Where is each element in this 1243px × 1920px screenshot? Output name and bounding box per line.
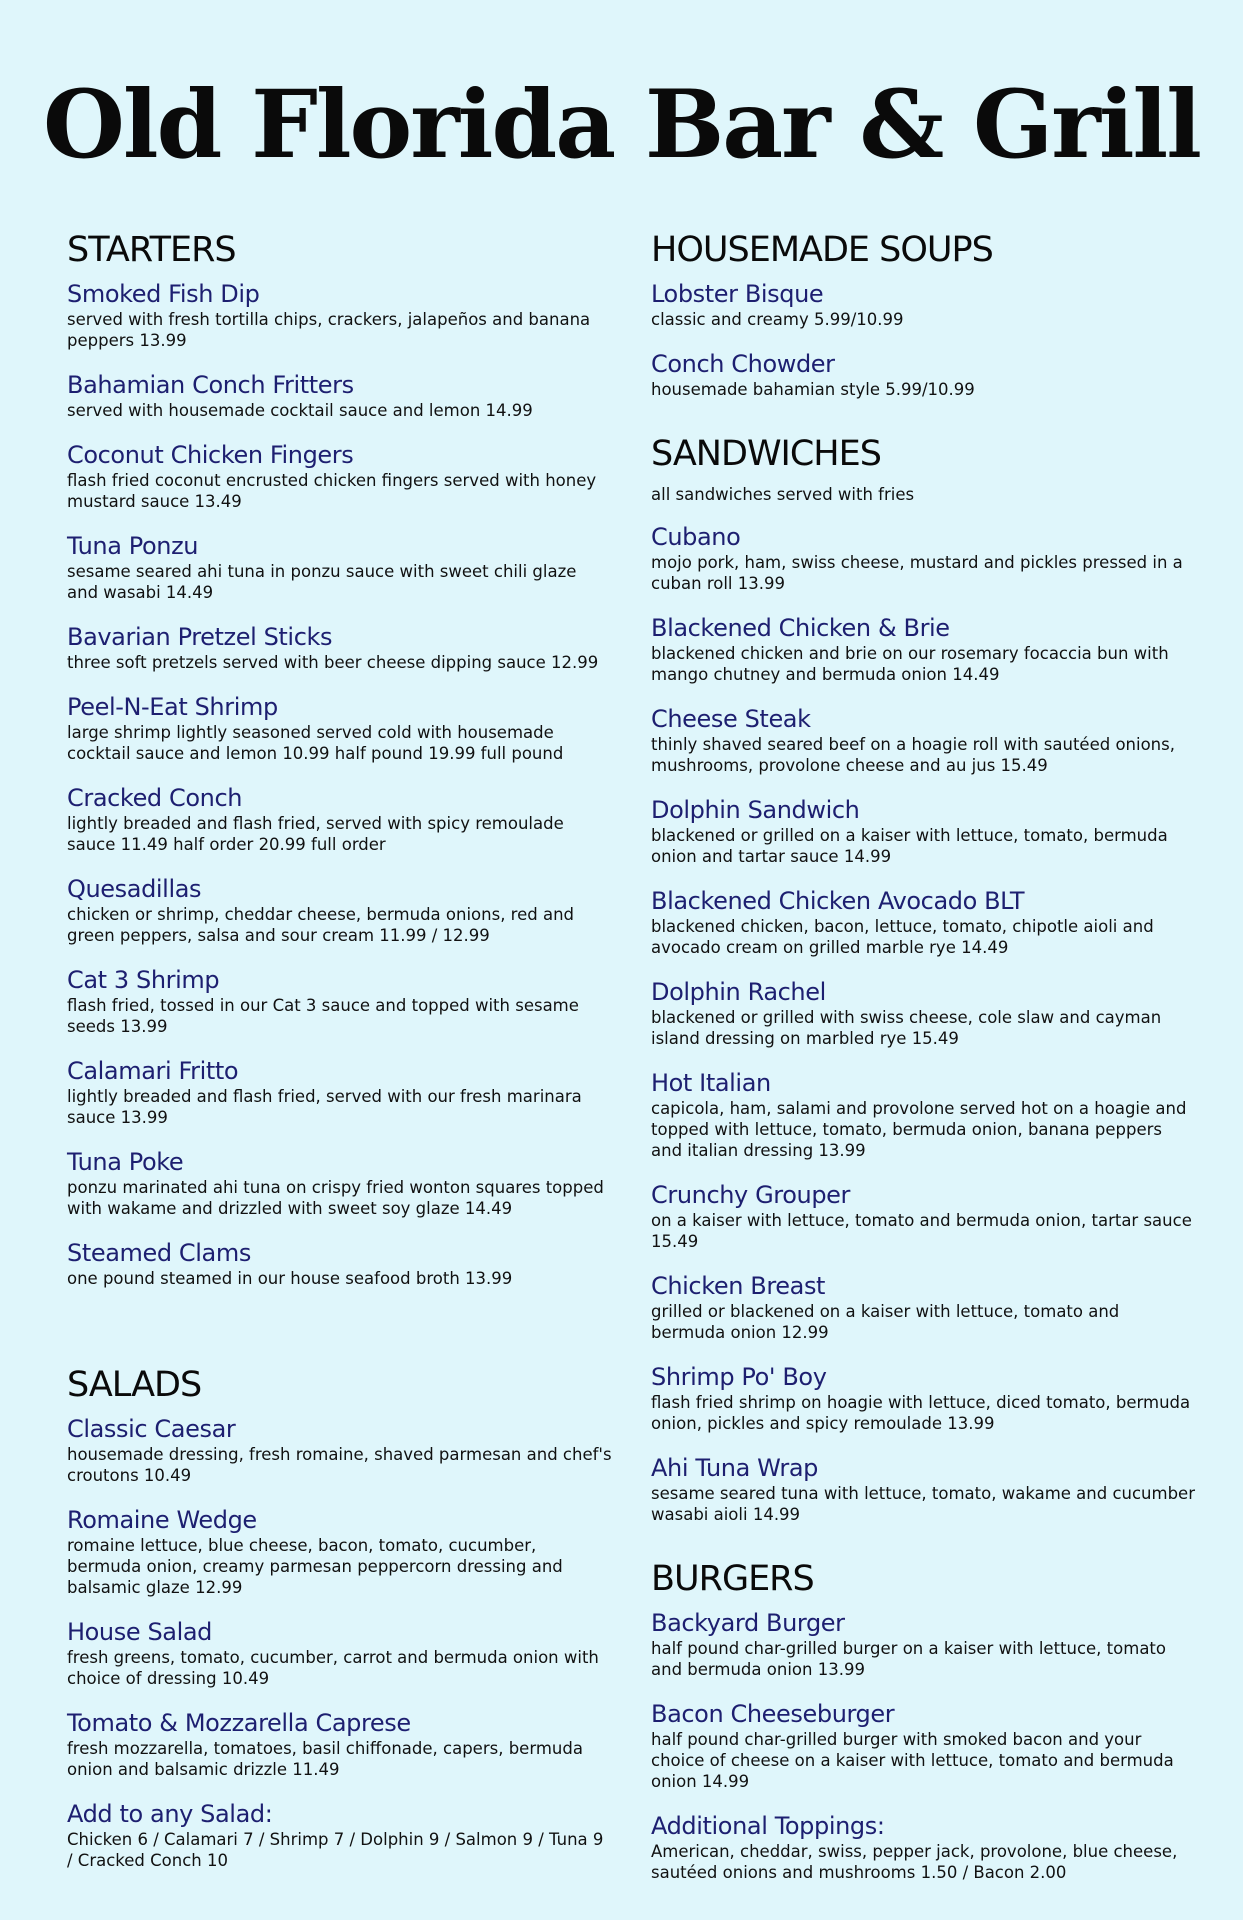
menu-item-name: Lobster Bisque xyxy=(651,280,824,308)
menu-item xyxy=(67,1800,612,1871)
menu-item-name: Tuna Ponzu xyxy=(67,532,199,560)
menu-item-description: classic and creamy 5.99/10.99 xyxy=(651,310,904,329)
menu-item xyxy=(67,371,612,421)
menu-item-name: Peel-N-Eat Shrimp xyxy=(67,693,278,721)
menu-item-description: sesame seared ahi tuna in ponzu sauce with sweet chili glaze and wasabi 14.49 xyxy=(67,562,577,602)
menu-item-description: romaine lettuce, blue cheese, bacon, tomato, cucumber, bermuda onion, creamy parmesan peppercorn dressing and balsamic glaze 12.99 xyxy=(67,1536,563,1597)
menu-item-description: half pound char-grilled burger with smoked bacon and your choice of cheese on a kaiser with lettuce, tomato and bermuda onion 14.99 xyxy=(651,1730,1174,1791)
menu-item xyxy=(651,1454,1196,1525)
menu-item xyxy=(651,1363,1196,1434)
section-title-soups: HOUSEMADE SOUPS xyxy=(651,230,993,270)
menu-item-description: served with housemade cocktail sauce and lemon 14.99 xyxy=(67,401,533,420)
menu-item xyxy=(67,875,612,946)
restaurant-title: Old Florida Bar & Grill xyxy=(43,70,1200,180)
menu-item xyxy=(67,1239,612,1289)
section-title-burgers: BURGERS xyxy=(651,1559,814,1599)
menu-item-description: one pound steamed in our house seafood broth 13.99 xyxy=(67,1269,513,1288)
sandwiches-note: all sandwiches served with fries xyxy=(651,485,915,504)
menu-item xyxy=(651,614,1196,685)
menu-item-name: Cracked Conch xyxy=(67,784,243,812)
menu-item-description: American, cheddar, swiss, pepper jack, provolone, blue cheese, sautéed onions and mushrooms 1.50 / Bacon 2.00 xyxy=(651,1842,1178,1882)
menu-item-description: Chicken 6 / Calamari 7 / Shrimp 7 / Dolphin 9 / Salmon 9 / Tuna 9 / Cracked Conch 10 xyxy=(67,1830,604,1870)
sandwiches-section xyxy=(651,434,1196,1525)
menu-item-name: Backyard Burger xyxy=(651,1609,845,1637)
menu-item xyxy=(651,1700,1196,1792)
menu-item xyxy=(67,1148,612,1219)
menu-item xyxy=(67,966,612,1037)
menu-item-description: flash fried, tossed in our Cat 3 sauce and topped with sesame seeds 13.99 xyxy=(67,996,579,1036)
menu-item xyxy=(651,1812,1196,1883)
menu-item-description: blackened chicken and brie on our rosemary focaccia bun with mango chutney and bermuda onion 14.49 xyxy=(651,644,1169,684)
menu-item xyxy=(651,978,1196,1049)
menu-item-name: Tuna Poke xyxy=(67,1148,184,1176)
menu-item-name: Blackened Chicken Avocado BLT xyxy=(651,887,1025,915)
menu-item-description: fresh mozzarella, tomatoes, basil chiffonade, capers, bermuda onion and balsamic drizzle 11.49 xyxy=(67,1739,583,1779)
menu-item-name: Additional Toppings: xyxy=(651,1812,885,1840)
menu-item-name: Crunchy Grouper xyxy=(651,1181,850,1209)
menu-item xyxy=(67,623,612,673)
menu-item-name: Bacon Cheeseburger xyxy=(651,1700,895,1728)
menu-item-name: Dolphin Rachel xyxy=(651,978,826,1006)
menu-item-name: Bavarian Pretzel Sticks xyxy=(67,623,333,651)
menu-item-description: large shrimp lightly seasoned served cold with housemade cocktail sauce and lemon 10.99 half pound 19.99 full pound xyxy=(67,723,564,763)
menu-item-description: three soft pretzels served with beer cheese dipping sauce 12.99 xyxy=(67,653,599,672)
menu-item-name: Smoked Fish Dip xyxy=(67,280,260,308)
menu-item-name: Cat 3 Shrimp xyxy=(67,966,220,994)
menu-item-description: half pound char-grilled burger on a kaiser with lettuce, tomato and bermuda onion 13.99 xyxy=(651,1639,1166,1679)
menu-item-name: Cheese Steak xyxy=(651,705,811,733)
menu-item-name: Hot Italian xyxy=(651,1069,771,1097)
menu-item-description: blackened or grilled on a kaiser with lettuce, tomato, bermuda onion and tartar sauce 14.99 xyxy=(651,826,1168,866)
menu-item xyxy=(67,784,612,855)
menu-item xyxy=(651,887,1196,958)
menu-item-description: grilled or blackened on a kaiser with lettuce, tomato and bermuda onion 12.99 xyxy=(651,1302,1120,1342)
menu-item-name: Romaine Wedge xyxy=(67,1506,257,1534)
menu-item-name: Coconut Chicken Fingers xyxy=(67,441,354,469)
menu-item-description: housemade bahamian style 5.99/10.99 xyxy=(651,380,975,399)
menu-item-name: Classic Caesar xyxy=(67,1415,236,1443)
menu-item-description: capicola, ham, salami and provolone served hot on a hoagie and topped with lettuce, tomato, bermuda onion, banana peppers and italian dressing 13.99 xyxy=(651,1099,1187,1160)
menu-item-description: blackened or grilled with swiss cheese, cole slaw and cayman island dressing on marbled rye 15.49 xyxy=(651,1008,1162,1048)
menu-item-description: lightly breaded and flash fried, served with spicy remoulade sauce 11.49 half order 20.99 full order xyxy=(67,814,564,854)
menu-item-name: Ahi Tuna Wrap xyxy=(651,1454,818,1482)
menu-item-name: Dolphin Sandwich xyxy=(651,796,860,824)
menu-item xyxy=(67,1618,612,1689)
menu-item-description: mojo pork, ham, swiss cheese, mustard and pickles pressed in a cuban roll 13.99 xyxy=(651,553,1183,593)
menu-item xyxy=(67,441,612,512)
menu-item xyxy=(651,1272,1196,1343)
menu-item-name: House Salad xyxy=(67,1618,212,1646)
burgers-section xyxy=(651,1559,1196,1883)
menu-item-description: ponzu marinated ahi tuna on crispy fried wonton squares topped with wakame and drizzled with sweet soy glaze 14.49 xyxy=(67,1178,604,1218)
menu-item xyxy=(651,350,1196,400)
menu-item-description: on a kaiser with lettuce, tomato and bermuda onion, tartar sauce 15.49 xyxy=(651,1211,1192,1251)
menu-item-description: blackened chicken, bacon, lettuce, tomato, chipotle aioli and avocado cream on grilled marble rye 14.49 xyxy=(651,917,1154,957)
menu-item-description: fresh greens, tomato, cucumber, carrot and bermuda onion with choice of dressing 10.49 xyxy=(67,1648,599,1688)
menu-item-description: housemade dressing, fresh romaine, shaved parmesan and chef's croutons 10.49 xyxy=(67,1445,612,1485)
menu-item xyxy=(651,523,1196,594)
section-title-starters: STARTERS xyxy=(67,230,236,270)
menu-item-description: thinly shaved seared beef on a hoagie roll with sautéed onions, mushrooms, provolone cheese and au jus 15.49 xyxy=(651,735,1175,775)
menu-item xyxy=(651,1609,1196,1680)
menu-item xyxy=(67,1057,612,1128)
menu-item xyxy=(651,1069,1196,1161)
menu-item xyxy=(67,532,612,603)
right-column xyxy=(651,230,1196,1903)
menu-item-name: Add to any Salad: xyxy=(67,1800,273,1828)
menu-item-description: chicken or shrimp, cheddar cheese, bermuda onions, red and green peppers, salsa and sour cream 11.99 / 12.99 xyxy=(67,905,575,945)
menu-item-name: Steamed Clams xyxy=(67,1239,251,1267)
menu-item xyxy=(67,1506,612,1598)
menu-item xyxy=(651,796,1196,867)
menu-item-name: Conch Chowder xyxy=(651,350,835,378)
menu-item-name: Tomato & Mozzarella Caprese xyxy=(67,1709,411,1737)
menu-item-name: Calamari Fritto xyxy=(67,1057,239,1085)
menu-item xyxy=(651,280,1196,330)
menu-item-name: Quesadillas xyxy=(67,875,202,903)
starters-section xyxy=(67,230,612,1289)
left-column xyxy=(67,230,612,1891)
menu-item-description: served with fresh tortilla chips, crackers, jalapeños and banana peppers 13.99 xyxy=(67,310,591,350)
menu-item-name: Shrimp Po' Boy xyxy=(651,1363,827,1391)
section-title-salads: SALADS xyxy=(67,1365,202,1405)
menu-item-description: flash fried shrimp on hoagie with lettuce, diced tomato, bermuda onion, pickles and spicy remoulade 13.99 xyxy=(651,1393,1191,1433)
section-title-sandwiches: SANDWICHES xyxy=(651,434,881,474)
menu-item xyxy=(67,693,612,764)
soups-section xyxy=(651,230,1196,400)
menu-item-name: Bahamian Conch Fritters xyxy=(67,371,354,399)
menu-item-description: lightly breaded and flash fried, served with our fresh marinara sauce 13.99 xyxy=(67,1087,582,1127)
menu-item xyxy=(67,1709,612,1780)
menu-item-name: Chicken Breast xyxy=(651,1272,826,1300)
menu-item-description: flash fried coconut encrusted chicken fingers served with honey mustard sauce 13.49 xyxy=(67,471,597,511)
menu-item-name: Blackened Chicken & Brie xyxy=(651,614,950,642)
menu-item-description: sesame seared tuna with lettuce, tomato, wakame and cucumber wasabi aioli 14.99 xyxy=(651,1484,1195,1524)
menu-item xyxy=(67,1415,612,1486)
menu-item xyxy=(67,280,612,351)
menu-item xyxy=(651,1181,1196,1252)
menu-item-name: Cubano xyxy=(651,523,741,551)
salads-section xyxy=(67,1365,612,1871)
menu-item xyxy=(651,705,1196,776)
